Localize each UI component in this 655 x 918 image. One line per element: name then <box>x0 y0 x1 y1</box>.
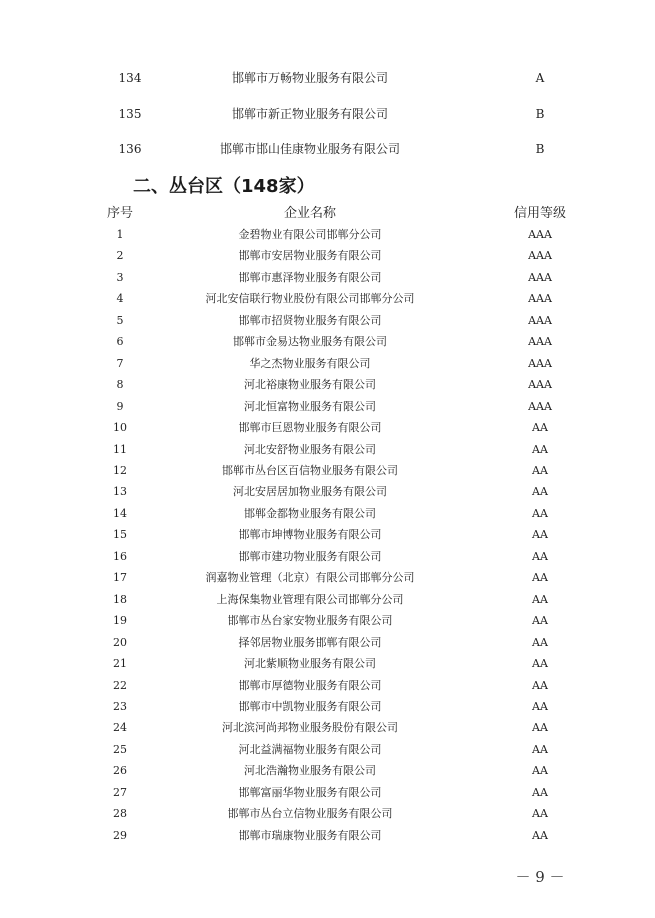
cell-name: 邯郸市坤博物业服务有限公司 <box>238 528 382 542</box>
cell-grade: B <box>535 107 545 121</box>
cell-num: 19 <box>113 614 127 628</box>
table-row <box>0 139 655 159</box>
cell-name: 河北益满福物业服务有限公司 <box>238 742 382 756</box>
cell-grade: AA <box>532 442 548 456</box>
cell-num: 8 <box>116 378 124 392</box>
cell-num: 26 <box>113 764 127 778</box>
table-row <box>0 418 655 438</box>
cell-grade: AA <box>532 635 548 649</box>
table-row <box>0 268 655 288</box>
header-grade: 信用等级 <box>513 206 566 221</box>
table-row <box>0 354 655 374</box>
cell-num: 6 <box>116 335 124 349</box>
cell-num: 10 <box>113 421 127 434</box>
cell-grade: AAA <box>528 335 552 349</box>
header-num: 序号 <box>106 206 133 221</box>
cell-name: 邯郸金都物业服务有限公司 <box>244 506 376 520</box>
cell-name: 邯郸市惠泽物业服务有限公司 <box>238 270 382 284</box>
cell-name: 邯郸市丛台区百信物业服务有限公司 <box>222 463 398 477</box>
cell-grade: AA <box>532 614 548 628</box>
table-row <box>0 311 655 331</box>
cell-name: 邯郸市瑞康物业服务有限公司 <box>238 828 382 842</box>
cell-name: 邯郸市厚德物业服务有限公司 <box>238 678 382 692</box>
cell-num: 21 <box>113 657 127 670</box>
cell-num: 2 <box>116 249 124 263</box>
cell-name: 邯郸市巨恩物业服务有限公司 <box>238 421 382 434</box>
cell-name: 邯郸市安居物业服务有限公司 <box>238 249 382 263</box>
cell-name: 上海保集物业管理有限公司邯郸分公司 <box>216 592 404 606</box>
table-row <box>0 375 655 395</box>
cell-grade: AA <box>532 421 548 434</box>
cell-name: 河北滨河尚邦物业服务股份有限公司 <box>222 721 398 735</box>
table-row <box>0 440 655 460</box>
cell-num: 28 <box>113 807 127 821</box>
cell-num: 18 <box>113 592 127 606</box>
cell-name: 河北安居居加物业服务有限公司 <box>233 485 387 499</box>
cell-num: 15 <box>113 528 127 542</box>
cell-name: 河北浩瀚物业服务有限公司 <box>244 764 376 778</box>
cell-num: 13 <box>113 485 127 499</box>
header-name: 企业名称 <box>283 206 336 221</box>
cell-name: 邯郸市建功物业服务有限公司 <box>238 549 382 563</box>
cell-num: 29 <box>113 828 127 842</box>
cell-grade: AA <box>532 721 548 735</box>
cell-grade: AA <box>532 764 548 778</box>
cell-name: 邯郸市中凯物业服务有限公司 <box>238 699 382 713</box>
cell-num: 20 <box>113 635 127 649</box>
table-row <box>0 740 655 760</box>
cell-name: 河北安舒物业服务有限公司 <box>244 442 376 456</box>
cell-grade: AA <box>532 657 548 670</box>
cell-name: 邯郸市丛台立信物业服务有限公司 <box>227 807 393 821</box>
cell-name: 邯郸富丽华物业服务有限公司 <box>238 785 382 799</box>
cell-num: 3 <box>116 270 124 284</box>
cell-grade: AA <box>532 678 548 692</box>
cell-grade: AA <box>532 463 548 477</box>
table-row <box>0 525 655 545</box>
cell-grade: AAA <box>528 313 552 327</box>
cell-num: 24 <box>113 721 127 735</box>
table-row <box>0 783 655 803</box>
cell-num: 14 <box>113 506 127 520</box>
cell-grade: AA <box>532 485 548 499</box>
cell-name: 河北安信联行物业股份有限公司邯郸分公司 <box>205 292 415 306</box>
cell-num: 1 <box>116 228 124 241</box>
page-number: － 9 － <box>515 868 565 886</box>
table-row <box>0 104 655 124</box>
table-row <box>0 461 655 481</box>
table-row <box>0 654 655 674</box>
cell-num: 22 <box>113 678 127 692</box>
table-row <box>0 289 655 309</box>
cell-grade: B <box>535 142 545 156</box>
table-row <box>0 590 655 610</box>
cell-num: 11 <box>113 442 127 456</box>
cell-name: 华之杰物业服务有限公司 <box>249 356 371 370</box>
cell-num: 5 <box>116 313 124 327</box>
cell-num: 16 <box>113 549 127 563</box>
cell-name: 河北恒富物业服务有限公司 <box>244 399 376 413</box>
cell-grade: A <box>535 71 545 85</box>
cell-num: 12 <box>113 463 127 477</box>
cell-num: 27 <box>113 785 127 799</box>
cell-num: 136 <box>118 142 142 156</box>
cell-grade: AA <box>532 785 548 799</box>
cell-name: 择邻居物业服务邯郸有限公司 <box>238 635 382 649</box>
table-header <box>0 203 655 225</box>
table-row <box>0 246 655 266</box>
cell-grade: AA <box>532 828 548 842</box>
table-row <box>0 633 655 653</box>
table-row <box>0 225 655 245</box>
table-row <box>0 761 655 781</box>
cell-grade: AAA <box>528 399 552 413</box>
cell-name: 金碧物业有限公司邯郸分公司 <box>238 228 382 241</box>
cell-grade: AAA <box>528 292 552 306</box>
cell-name: 邯郸市招贤物业服务有限公司 <box>238 313 382 327</box>
cell-num: 25 <box>113 742 127 756</box>
cell-num: 7 <box>116 356 124 370</box>
table-row <box>0 697 655 717</box>
cell-grade: AA <box>532 592 548 606</box>
table-row <box>0 804 655 824</box>
table-row <box>0 611 655 631</box>
cell-grade: AAA <box>528 270 552 284</box>
cell-num: 23 <box>113 699 127 713</box>
cell-num: 4 <box>116 292 124 306</box>
cell-grade: AA <box>532 506 548 520</box>
table-row <box>0 482 655 502</box>
table-row <box>0 568 655 588</box>
cell-num: 135 <box>118 107 142 121</box>
cell-name: 邯郸市新正物业服务有限公司 <box>231 107 388 121</box>
cell-num: 134 <box>118 71 142 85</box>
cell-grade: AA <box>532 742 548 756</box>
cell-name: 邯郸市丛台家安物业服务有限公司 <box>227 614 393 628</box>
cell-grade: AAA <box>528 378 552 392</box>
cell-grade: AAA <box>528 228 552 241</box>
table-row <box>0 397 655 417</box>
table-row <box>0 676 655 696</box>
table-row <box>0 826 655 846</box>
table-row <box>0 504 655 524</box>
cell-num: 9 <box>116 399 124 413</box>
cell-grade: AA <box>532 571 548 585</box>
cell-grade: AAA <box>528 356 552 370</box>
cell-name: 河北裕康物业服务有限公司 <box>244 378 376 392</box>
table-row <box>0 718 655 738</box>
table-row <box>0 547 655 567</box>
section-title: 二、丛台区（148家） <box>133 176 315 197</box>
cell-grade: AA <box>532 807 548 821</box>
cell-name: 邯郸市邯山佳康物业服务有限公司 <box>219 142 400 156</box>
table-row <box>0 332 655 352</box>
cell-name: 河北紫顺物业服务有限公司 <box>244 657 376 670</box>
cell-name: 邯郸市万畅物业服务有限公司 <box>231 71 388 85</box>
cell-grade: AA <box>532 699 548 713</box>
cell-name: 邯郸市金易达物业服务有限公司 <box>233 335 387 349</box>
cell-grade: AAA <box>528 249 552 263</box>
cell-grade: AA <box>532 528 548 542</box>
table-row <box>0 68 655 88</box>
cell-num: 17 <box>113 571 127 585</box>
cell-name: 润嘉物业管理（北京）有限公司邯郸分公司 <box>205 571 415 585</box>
cell-grade: AA <box>532 549 548 563</box>
